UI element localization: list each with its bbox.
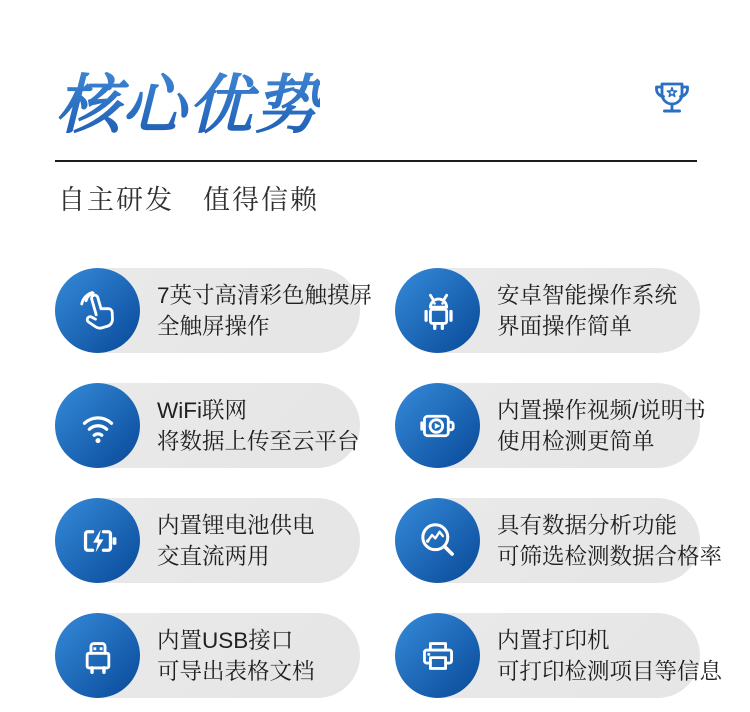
- battery-icon: [72, 515, 124, 567]
- feature-icon-circle: [55, 268, 140, 353]
- feature-text: [157, 395, 360, 457]
- feature-card-usb: [55, 613, 360, 698]
- feature-text: [497, 280, 677, 342]
- touch-icon: [72, 285, 124, 337]
- feature-title: 7英寸高清彩色触摸屏: [157, 282, 373, 308]
- feature-grid: [55, 268, 723, 698]
- feature-description: 界面操作简单: [497, 313, 633, 339]
- trophy-icon-host: [646, 74, 698, 130]
- feature-icon-circle: [395, 613, 480, 698]
- page-title: 核心优势: [56, 54, 320, 146]
- feature-card-wifi: [55, 383, 360, 468]
- feature-description: 全触屏操作: [157, 313, 270, 339]
- feature-title: 内置打印机: [497, 627, 610, 653]
- feature-card-printer: [395, 613, 723, 698]
- feature-title: 内置操作视频/说明书: [497, 397, 706, 423]
- feature-title: 内置USB接口: [157, 627, 294, 653]
- feature-text: [157, 280, 372, 342]
- feature-card-analysis: [395, 498, 723, 583]
- video-icon: [412, 400, 464, 452]
- feature-description: 可打印检测项目等信息: [497, 658, 723, 684]
- trophy-icon: [646, 74, 698, 130]
- android-icon: [412, 285, 464, 337]
- feature-description: 可导出表格文档: [157, 658, 315, 684]
- feature-title: WiFi联网: [157, 397, 247, 423]
- feature-card-touch: [55, 268, 373, 353]
- wifi-icon: [72, 400, 124, 452]
- feature-text: [497, 625, 722, 687]
- title-divider: [55, 160, 697, 162]
- feature-title: 具有数据分析功能: [497, 512, 678, 538]
- feature-title: 内置锂电池供电: [157, 512, 315, 538]
- printer-icon: [412, 630, 464, 682]
- feature-text: [497, 510, 722, 572]
- feature-icon-circle: [395, 383, 480, 468]
- feature-text: [157, 510, 315, 572]
- usb-icon: [72, 630, 124, 682]
- feature-card-android: [395, 268, 700, 353]
- feature-description: 使用检测更简单: [497, 428, 655, 454]
- page-subtitle: 自主研发 值得信赖: [58, 185, 319, 215]
- feature-icon-circle: [395, 498, 480, 583]
- feature-title: 安卓智能操作系统: [497, 282, 678, 308]
- feature-description: 交直流两用: [157, 543, 270, 569]
- feature-text: [157, 625, 315, 687]
- feature-icon-circle: [55, 613, 140, 698]
- feature-icon-circle: [55, 498, 140, 583]
- feature-card-battery: [55, 498, 360, 583]
- feature-icon-circle: [395, 268, 480, 353]
- feature-card-video: [395, 383, 706, 468]
- analysis-icon: [412, 515, 464, 567]
- feature-description: 将数据上传至云平台: [157, 428, 360, 454]
- feature-description: 可筛选检测数据合格率: [497, 543, 723, 569]
- feature-icon-circle: [55, 383, 140, 468]
- feature-text: [497, 395, 706, 457]
